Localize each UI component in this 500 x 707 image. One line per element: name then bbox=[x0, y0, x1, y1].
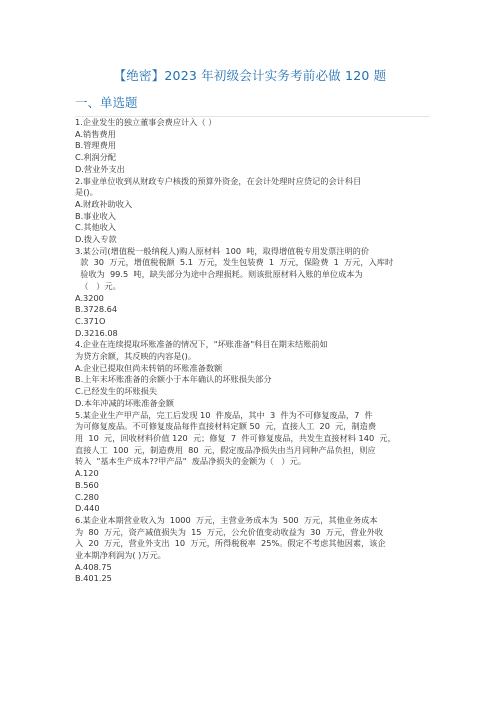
text-line: 用 10 元，回收材料价值 120 元；修复 7 件可修复废品，共发生直接材料 140 元， bbox=[75, 432, 396, 443]
text-line: （ ）元。 bbox=[75, 280, 121, 291]
text-line: B.560 bbox=[75, 479, 99, 490]
text-line: D.3216.08 bbox=[75, 327, 118, 338]
text-line: 业本期净利润为( )万元。 bbox=[75, 550, 166, 561]
text-line: B.事业收入 bbox=[75, 210, 116, 221]
text-line: 2.事业单位收到从财政专户核拨的预算外资金，在会计处理时应贷记的会计科目 bbox=[75, 175, 362, 186]
text-line: 直接人工 100 元，制造费用 80 元，假定废品净损失由当月同种产品负担，则应 bbox=[75, 444, 376, 455]
text-line: 验收为 99.5 吨，缺失部分为途中合理损耗。则该批原材料入账的单位成本为 bbox=[75, 269, 363, 280]
section-heading: 一、单选题 bbox=[75, 93, 430, 117]
text-line: 是()。 bbox=[75, 187, 98, 198]
text-line: C.利润分配 bbox=[75, 152, 117, 163]
text-line: 6.某企业本期营业收入为 1000 万元，主营业务成本为 500 万元，其他业务成本 bbox=[75, 514, 378, 525]
question-list bbox=[75, 117, 440, 585]
text-line: A.财政补助收入 bbox=[75, 198, 133, 209]
text-line: B.上年末坏账准备的余额小于本年确认的坏账损失部分 bbox=[75, 374, 272, 385]
text-line: C.其他收入 bbox=[75, 222, 117, 233]
text-line: 1.企业发生的独立董事会费应计入（ ） bbox=[75, 117, 217, 127]
text-line: 款 30 万元，增值税税额 5.1 万元，发生包装费 1 万元，保险费 1 万元，入库时 bbox=[75, 257, 394, 268]
text-line: C.已经发生的坏账损失 bbox=[75, 386, 158, 397]
text-line: B.3728.64 bbox=[75, 304, 118, 315]
document-title: 【绝密】2023 年初级会计实务考前必做 120 题 bbox=[113, 68, 387, 83]
text-line: D.营业外支出 bbox=[75, 163, 125, 174]
text-line: 为贷方余额，其反映的内容是()。 bbox=[75, 351, 197, 362]
text-line: 为 80 万元，资产减值损失为 15 万元，公允价值变动收益为 30 万元，营业外收 bbox=[75, 526, 384, 537]
text-line: 3.某公司(增值税一般纳税人)购人原材料 100 吨，取得增值税专用发票注明的价 bbox=[75, 245, 370, 256]
text-line: D.本年冲减的坏账准备金额 bbox=[75, 397, 174, 408]
text-line: 为可修复废品。不可修复废品每件直接材料定额 50 元，直接人工 20 元，制造费 bbox=[75, 421, 377, 432]
text-line: A.销售费用 bbox=[75, 128, 116, 139]
text-line: A.3200 bbox=[75, 292, 104, 303]
text-line: B.管理费用 bbox=[75, 140, 116, 151]
text-line: A.408.75 bbox=[75, 561, 112, 572]
text-line: B.401.25 bbox=[75, 573, 112, 584]
text-line: D.440 bbox=[75, 503, 100, 514]
text-line: A.企业已提取但尚未转销的坏账准备数额 bbox=[75, 362, 223, 373]
text-line: 4.企业在连续提取坏账准备的情况下，"坏账准备"科目在期末结账前如 bbox=[75, 339, 328, 350]
text-line: D.拨入专款 bbox=[75, 234, 117, 245]
text-line: A.120 bbox=[75, 468, 99, 479]
text-line: C.280 bbox=[75, 491, 99, 502]
text-line: 入 20 万元，营业外支出 10 万元，所得税税率 25%。假定不考虑其他因素，该企 bbox=[75, 538, 386, 549]
text-line: C.371O bbox=[75, 315, 106, 326]
text-line: 5.某企业生产甲产品，完工后发现 10 件废品，其中 3 件为不可修复废品，7 件 bbox=[75, 409, 373, 420]
text-line: 转入 "基本生产成本??甲产品" 废品净损失的金额为（ ）元。 bbox=[75, 456, 306, 467]
